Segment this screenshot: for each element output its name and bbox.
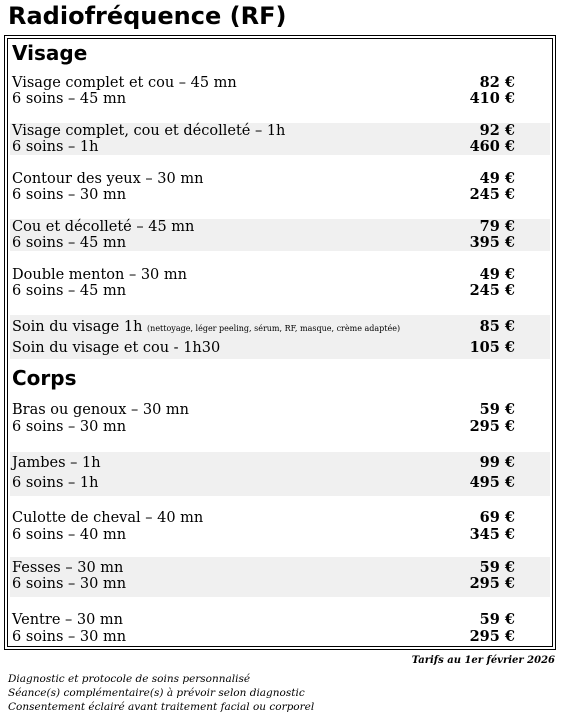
- service-name: 6 soins – 30 mn: [12, 419, 127, 435]
- price-line: [10, 267, 550, 283]
- service-price: 85 €: [479, 318, 515, 335]
- price-line: [10, 576, 550, 592]
- service-price: 395 €: [469, 234, 515, 251]
- price-line: [10, 139, 550, 155]
- price-line: [10, 560, 550, 576]
- service-name: 6 soins – 40 mn: [12, 527, 127, 543]
- price-line: [10, 510, 550, 527]
- footer-line: Consentement éclairé avant traitement facial ou corporel: [8, 701, 315, 713]
- service-price: 105 €: [469, 339, 515, 356]
- service-name: Visage complet, cou et décolleté – 1h: [12, 123, 286, 139]
- service-price: 295 €: [469, 575, 515, 592]
- price-line: [10, 283, 550, 299]
- service-name: Cou et décolleté – 45 mn: [12, 219, 195, 235]
- service-price: 99 €: [479, 454, 515, 471]
- service-price: 245 €: [469, 186, 515, 203]
- service-name: Culotte de cheval – 40 mn: [12, 510, 204, 526]
- service-price: 92 €: [479, 122, 515, 139]
- price-block: [10, 557, 550, 597]
- service-name: 6 soins – 1h: [12, 475, 99, 491]
- service-name: 6 soins – 45 mn: [12, 283, 127, 299]
- service-price: 82 €: [479, 74, 515, 91]
- price-block: [10, 219, 550, 251]
- section-heading-corps: Corps: [12, 366, 77, 390]
- service-price: 69 €: [479, 509, 515, 526]
- price-line: [10, 75, 550, 91]
- price-line: [10, 91, 550, 107]
- price-line: [10, 475, 550, 491]
- service-name: Double menton – 30 mn: [12, 267, 187, 283]
- price-block: [10, 267, 550, 299]
- footer-line: Diagnostic et protocole de soins personnalisé: [8, 673, 251, 685]
- price-line: [10, 219, 550, 235]
- price-block: [10, 315, 550, 359]
- service-name: 6 soins – 30 mn: [12, 576, 127, 592]
- service-name: Ventre – 30 mn: [12, 612, 124, 628]
- service-name: 6 soins – 30 mn: [12, 187, 127, 203]
- price-block: [10, 402, 550, 435]
- price-block: [10, 171, 550, 203]
- service-price: 59 €: [479, 559, 515, 576]
- service-price: 59 €: [479, 611, 515, 628]
- footer-line: Séance(s) complémentaire(s) à prévoir selon diagnostic: [8, 687, 305, 699]
- price-line: [10, 319, 550, 335]
- price-line: [10, 171, 550, 187]
- price-block: [10, 452, 550, 496]
- price-line: [10, 340, 550, 356]
- service-price: 460 €: [469, 138, 515, 155]
- service-price: 410 €: [469, 90, 515, 107]
- service-price: 245 €: [469, 282, 515, 299]
- service-detail: (nettoyage, léger peeling, sérum, RF, masque, crème adaptée): [147, 324, 401, 333]
- price-line: [10, 187, 550, 203]
- service-name: Visage complet et cou – 45 mn: [12, 75, 237, 91]
- service-price: 49 €: [479, 170, 515, 187]
- service-price: 79 €: [479, 218, 515, 235]
- price-frame-inner: [7, 38, 553, 647]
- service-price: 495 €: [469, 474, 515, 491]
- service-name: Jambes – 1h: [12, 455, 101, 471]
- service-name: 6 soins – 45 mn: [12, 91, 127, 107]
- price-line: [10, 235, 550, 251]
- page-title: Radiofréquence (RF): [8, 2, 287, 30]
- service-name: 6 soins – 45 mn: [12, 235, 127, 251]
- service-price: 345 €: [469, 526, 515, 543]
- price-line: [10, 123, 550, 139]
- price-line: [10, 419, 550, 435]
- price-block: [10, 612, 550, 645]
- price-frame: [4, 35, 556, 650]
- service-price: 59 €: [479, 401, 515, 418]
- service-name: Soin du visage et cou - 1h30: [12, 340, 221, 356]
- price-line: [10, 612, 550, 629]
- section-heading-visage: Visage: [12, 41, 88, 65]
- service-name: Fesses – 30 mn: [12, 560, 124, 576]
- price-line: [10, 402, 550, 419]
- price-line: [10, 527, 550, 543]
- price-line: [10, 455, 550, 475]
- service-name: Soin du visage 1h (nettoyage, léger peeling, sérum, RF, masque, crème adaptée): [12, 319, 401, 335]
- service-price: 49 €: [479, 266, 515, 283]
- service-name: 6 soins – 1h: [12, 139, 99, 155]
- service-name: Bras ou genoux – 30 mn: [12, 402, 190, 418]
- service-price: 295 €: [469, 418, 515, 435]
- footer-notes: [8, 672, 314, 714]
- price-block: [10, 75, 550, 107]
- service-name: Contour des yeux – 30 mn: [12, 171, 204, 187]
- price-line: [10, 629, 550, 645]
- price-block: [10, 123, 550, 155]
- service-price: 295 €: [469, 628, 515, 645]
- tariff-date: Tarifs au 1er février 2026: [411, 655, 555, 666]
- service-name: 6 soins – 30 mn: [12, 629, 127, 645]
- price-block: [10, 510, 550, 543]
